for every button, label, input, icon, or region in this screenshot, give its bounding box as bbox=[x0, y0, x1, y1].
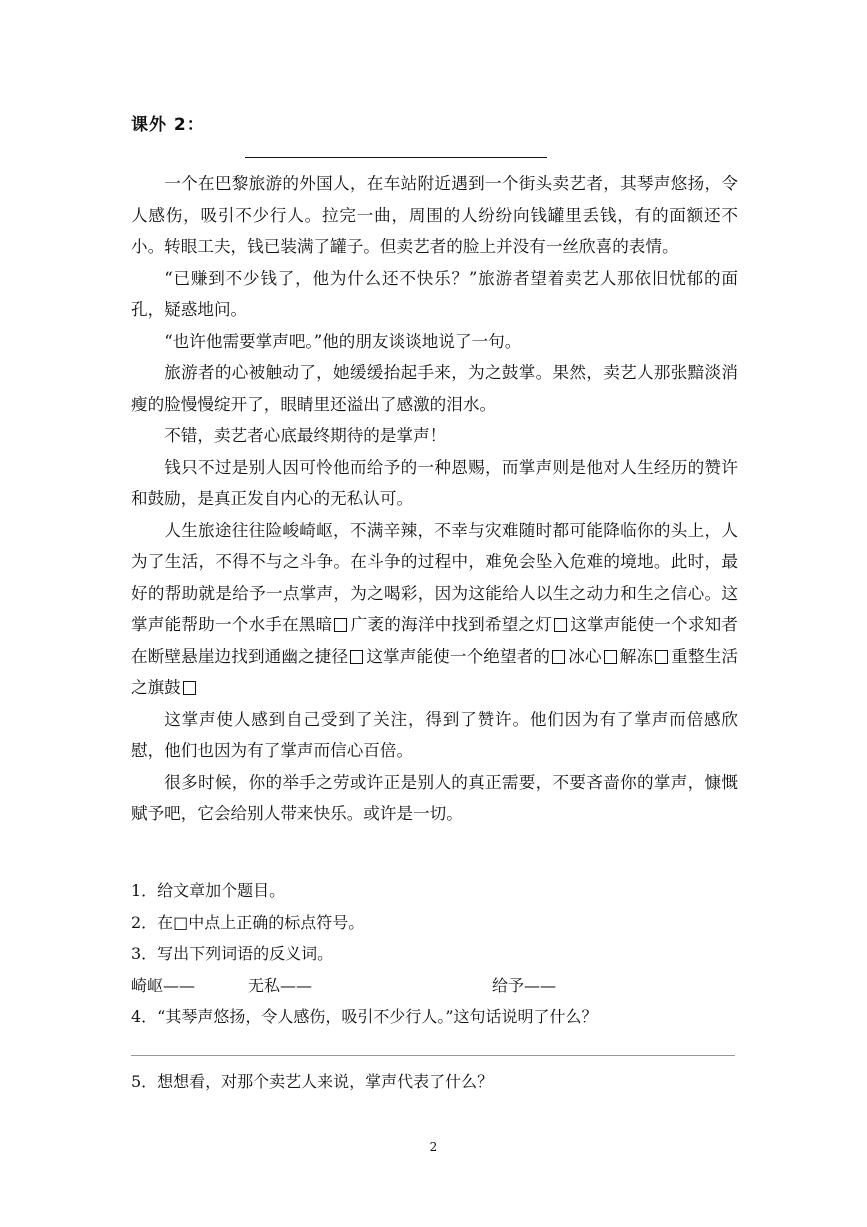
paragraph-with-blanks bbox=[131, 515, 738, 704]
text-segment: 冰心 bbox=[568, 646, 602, 666]
page-number: 2 bbox=[429, 1140, 438, 1154]
paragraph: “已赚到不少钱了，他为什么还不快乐？”旅游者望着卖艺人那依旧忧郁的面孔，疑惑地问。 bbox=[131, 268, 738, 319]
text-segment: 解冻 bbox=[619, 646, 654, 666]
paragraph: 这掌声使人感到自己受到了关注，得到了赞许。他们因为有了掌声而倍感欣慰，他们也因为有了掌声而信心百倍。 bbox=[131, 709, 738, 760]
punctuation-box[interactable] bbox=[655, 650, 668, 664]
paragraph: 很多时候，你的举手之劳或许正是别人的真正需要，不要吝啬你的掌声，慷慨赋予吧，它会给别人带来快乐。或许是一切。 bbox=[131, 772, 738, 823]
antonym-item: 无私—— bbox=[248, 975, 313, 995]
antonym-item: 给予—— bbox=[492, 975, 557, 995]
article-body bbox=[131, 168, 738, 830]
punctuation-box[interactable] bbox=[552, 650, 565, 664]
paragraph: 不错，卖艺者心底最终期待的是掌声！ bbox=[164, 426, 447, 445]
question-3: 3．写出下列词语的反义词。 bbox=[131, 944, 334, 963]
text-segment: 重整生活之旗鼓 bbox=[131, 646, 739, 697]
punctuation-box[interactable] bbox=[334, 618, 347, 632]
question-2: 2．在□中点上正确的标点符号。 bbox=[131, 912, 365, 932]
answer-line[interactable] bbox=[131, 1055, 735, 1056]
text-segment: 这掌声能使一个求知者在断壁悬崖边找到通幽之捷径 bbox=[131, 615, 739, 666]
paragraph: 钱只不过是别人因可怜他而给予的一种恩赐，而掌声则是他对人生经历的赞许和鼓励，是真正发自内心的无私认可。 bbox=[131, 457, 738, 508]
punctuation-box[interactable] bbox=[554, 618, 567, 632]
antonym-row bbox=[131, 970, 738, 1002]
paragraph: 旅游者的心被触动了，她缓缓抬起手来，为之鼓掌。果然，卖艺人那张黯淡消瘦的脸慢慢绽开了，眼睛里还溢出了感激的泪水。 bbox=[131, 363, 738, 414]
question-1: 1．给文章加个题目。 bbox=[131, 881, 286, 900]
punctuation-box[interactable] bbox=[604, 650, 617, 664]
antonym-item: 崎岖—— bbox=[131, 975, 196, 995]
section-heading: 课外 2： bbox=[131, 115, 205, 135]
punctuation-box[interactable] bbox=[183, 681, 196, 695]
text-segment: 人生旅途往往险峻崎岖，不满辛辣，不幸与灾难随时都可能降临你的头上，人为了生活，不得不与之斗争。在斗争的过程中，难免会坠入危难的境地。此时，最好的帮助就是给予一点掌声，为之喝彩，因为这能给人以生之动力和生之信心。这掌声能帮助一个水手在黑暗 bbox=[131, 520, 738, 634]
question-4: 4．“其琴声悠扬，令人感伤，吸引不少行人。”这句话说明了什么？ bbox=[131, 1007, 598, 1026]
text-segment: 广袤的海洋中找到希望之灯 bbox=[350, 615, 553, 634]
title-blank-line bbox=[245, 157, 547, 158]
questions-section bbox=[131, 875, 738, 1033]
punctuation-box[interactable] bbox=[350, 650, 363, 664]
paragraph: “也许他需要掌声吧。”他的朋友谈谈地说了一句。 bbox=[164, 331, 522, 351]
question-5: 5．想想看，对那个卖艺人来说，掌声代表了什么？ bbox=[131, 1072, 494, 1091]
text-segment: 这掌声能使一个绝望者的 bbox=[366, 646, 551, 666]
paragraph: 一个在巴黎旅游的外国人，在车站附近遇到一个街头卖艺者，其琴声悠扬，令人感伤，吸引不少行人。拉完一曲，周围的人纷纷向钱罐里丢钱，有的面额还不小。转眼工夫，钱已装满了罐子。但卖艺者的脸上并没有一丝欣喜的表情。 bbox=[131, 174, 738, 256]
